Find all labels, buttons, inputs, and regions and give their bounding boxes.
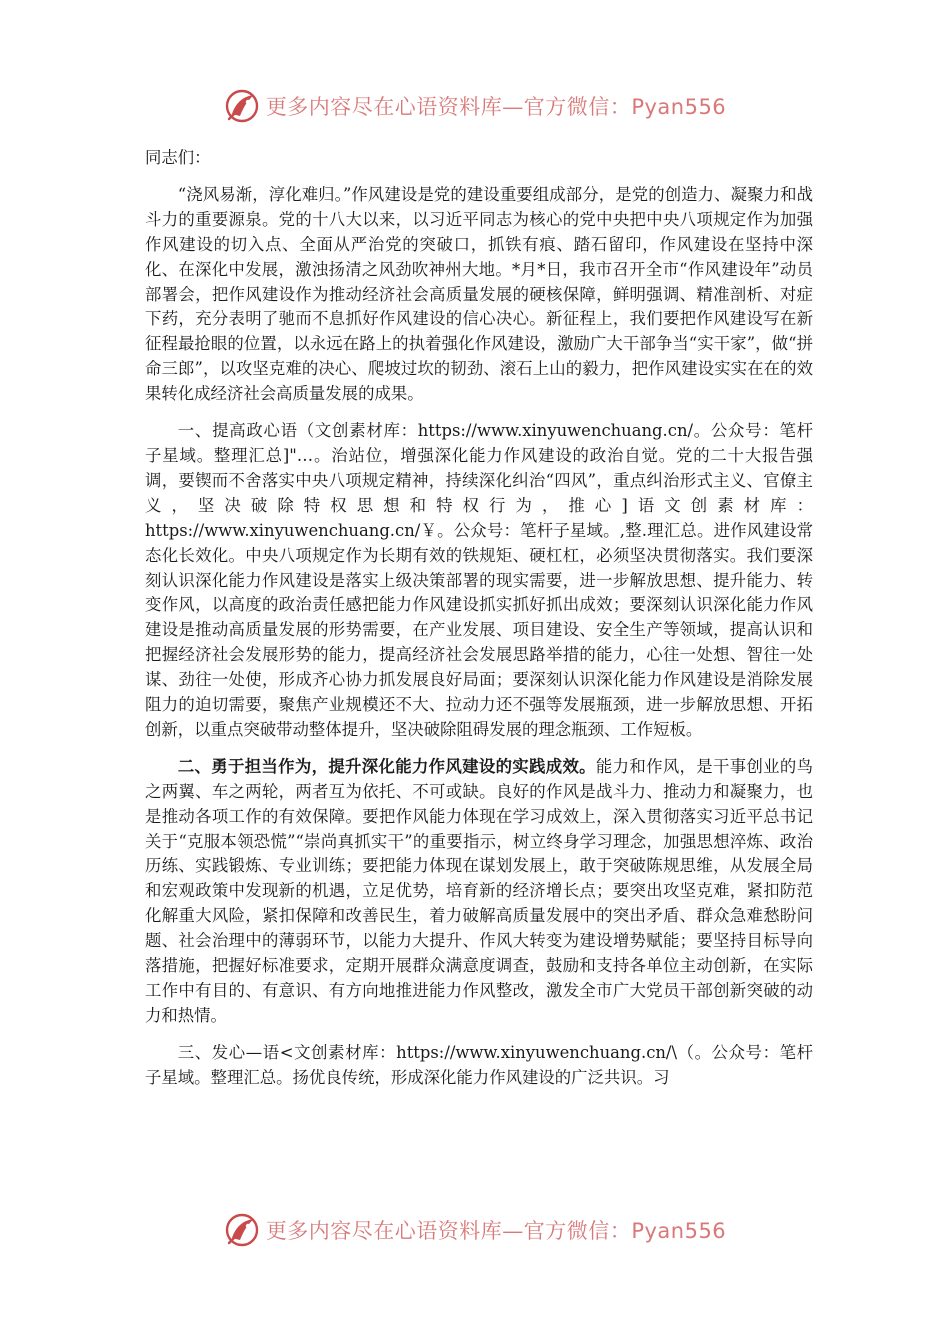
- section-two-body: 能力和作风，是干事创业的鸟之两翼、车之两轮，两者互为依托、不可或缺。良好的作风是战斗力、推动力和凝聚力，也是推动各项工作的有效保障。要把作风能力体现在学习成效上，深入贯彻落实习近平总书记关于“克服本领恐慌”“崇尚真抓实干”的重要指示，树立终身学习理念，加强思想淬炼、政治历练、实践锻炼、专业训练；要把能力体现在谋划发展上，敢于突破陈规思维，从发展全局和宏观政策中发现新的机遇，立足优势，培育新的经济增长点；要突出攻坚克难，紧扣防范化解重大风险，紧扣保障和改善民生，着力破解高质量发展中的突出矛盾、群众急难愁盼问题、社会治理中的薄弱环节，以能力大提升、作风大转变为建设增势赋能；要坚持目标导向落措施，把握好标准要求，定期开展群众满意度调查，鼓励和支持各单位主动创新，在实际工作中有目的、有意识、有方向地推进能力作风整改，激发全市广大党员干部创新突破的动力和热情。: [145, 756, 814, 1025]
- salutation: 同志们：: [145, 148, 211, 167]
- paragraph-section-two: [145, 755, 813, 1029]
- header-banner: [0, 84, 950, 128]
- banner-text: [266, 91, 726, 121]
- paragraph-intro: “浇风易渐，淳化难归。”作风建设是党的建设重要组成部分，是党的创造力、凝聚力和战斗力的重要源泉。党的十八大以来，以习近平同志为核心的党中央把中央八项规定作为加强作风建设的切入点、全面从严治党的突破口，抓铁有痕、踏石留印，作风建设在坚持中深化、在深化中发展，激浊扬清之风劲吹神州大地。*月*日，我市召开全市“作风建设年”动员部署会，把作风建设作为推动经济社会高质量发展的硬核保障，鲜明强调、精准剖析、对症下药，充分表明了驰而不息抓好作风建设的信心决心。新征程上，我们要把作风建设写在新征程最抢眼的位置，以永远在路上的执着强化作风建设，激励广大干部争当“实干家”，做“拼命三郎”，以攻坚克难的决心、爬坡过坎的韧劲、滚石上山的毅力，把作风建设实实在在的效果转化成经济社会高质量发展的成果。: [145, 184, 813, 404]
- paragraph-section-one: 一、提高政心语（文创素材库：https://www.xinyuwenchuang.cn/。公众号：笔杆子星域。整理汇总]"…。治站位，增强深化能力作风建设的政治自觉。党的二十大报告强调，要锲而不舍落实中央八项规定精神，持续深化纠治“四风”，重点纠治形式主义、官僚主义，坚决破除特权思想和特权行为，推心]语文创素材库：https://www.xinyuwenchuang.cn/￥。公众号：笔杆子星域。,整.理汇总。进作风建设常态化长效化。中央八项规定作为长期有效的铁规矩、硬杠杠，必须坚决贯彻落实。我们要深刻认识深化能力作风建设是落实上级决策部署的现实需要，进一步解放思想、提升能力、转变作风，以高度的政治责任感把能力作风建设抓实抓好抓出成效；要深刻认识深化能力作风建设是推动高质量发展的形势需要，在产业发展、项目建设、安全生产等领域，提高认识和把握经济社会发展形势的能力，提高经济社会发展思路举措的能力，心往一处想、智往一处谋、劲往一处使，形成齐心协力抓发展良好局面；要深刻认识深化能力作风建设是消除发展阻力的迫切需要，聚焦产业规模还不大、拉动力还不强等发展瓶颈，进一步解放思想、开拓创新，以重点突破带动整体提升，坚决破除阻碍发展的理念瓶颈、工作短板。: [145, 421, 813, 739]
- paragraph-section-three: 三、发心—语<文创素材库：https://www.xinyuwenchuang.cn/\（。公众号：笔杆子星域。整理汇总。扬优良传统，形成深化能力作风建设的广泛共识。习: [145, 1042, 813, 1087]
- section-two-heading: 二、勇于担当作为，提升深化能力作风建设的实践成效。: [177, 756, 596, 776]
- footer-banner: [0, 1208, 950, 1252]
- banner-slogan: 更多内容尽在心语资料库—官方微信：: [265, 1219, 632, 1243]
- logo-icon: [224, 1212, 260, 1248]
- document-body: [145, 146, 813, 1103]
- logo-icon: [224, 88, 260, 124]
- banner-text: [266, 1215, 726, 1245]
- banner-slogan: 更多内容尽在心语资料库—官方微信：: [265, 95, 632, 119]
- banner-wechat-id: Pyan556: [631, 1219, 727, 1243]
- banner-wechat-id: Pyan556: [631, 95, 727, 119]
